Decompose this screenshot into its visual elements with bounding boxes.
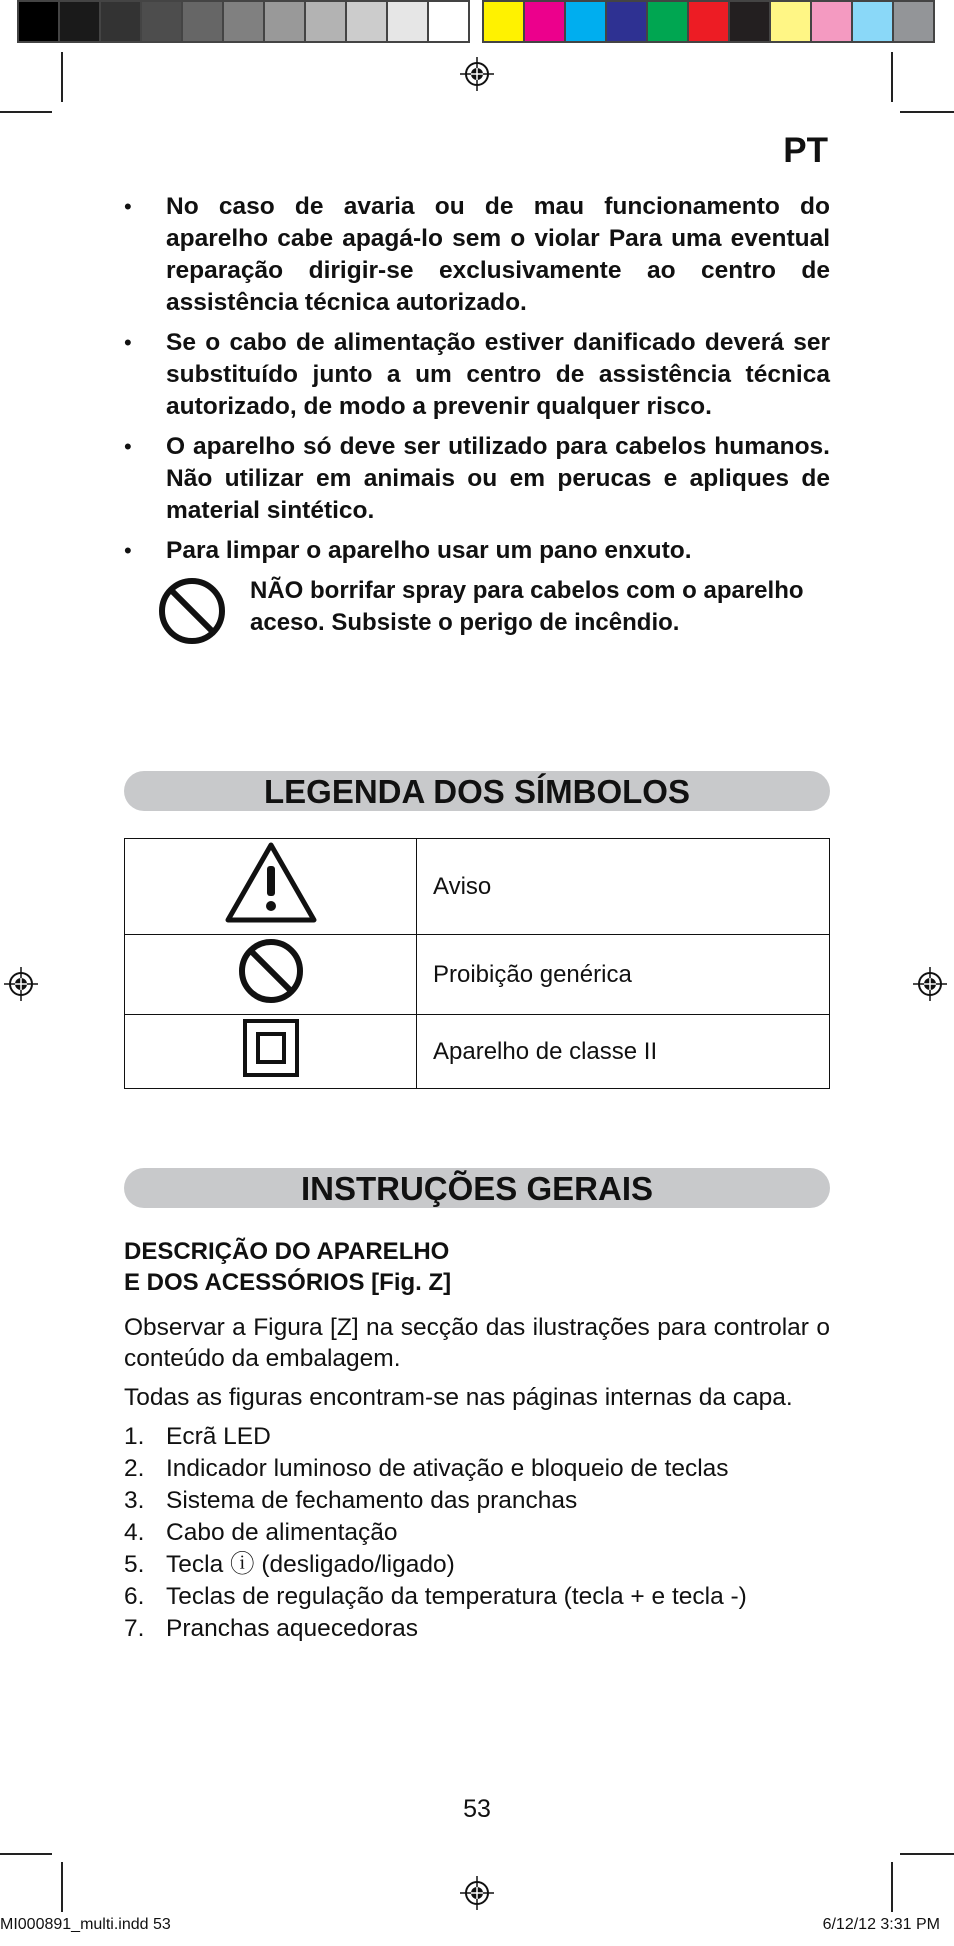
gray-swatch xyxy=(140,0,181,43)
crop-mark xyxy=(0,1853,52,1855)
registration-mark-icon xyxy=(913,967,947,1001)
color-swatch xyxy=(605,0,646,43)
bullet-item: • No caso de avaria ou de mau funcionamento do aparelho cabe apagá-lo sem o violar Para uma eventual reparação dirigir-se exclusivamente ao centro de assistência técnica autorizado. xyxy=(124,191,830,319)
item-text: Sistema de fechamento das pranchas xyxy=(166,1487,578,1514)
symbol-cell xyxy=(125,1015,417,1089)
gray-swatch xyxy=(263,0,304,43)
prohibition-icon xyxy=(156,575,228,647)
item-text-part: (desligado/ligado) xyxy=(254,1551,455,1578)
color-swatch xyxy=(810,0,851,43)
table-row xyxy=(125,1015,830,1089)
gray-swatch xyxy=(58,0,99,43)
crop-mark xyxy=(891,52,893,102)
page-number: 53 xyxy=(463,1795,491,1823)
item-text: Ecrã LED xyxy=(166,1423,271,1450)
gray-swatch xyxy=(99,0,140,43)
item-number: 5. xyxy=(124,1551,145,1578)
item-number: 7. xyxy=(124,1615,145,1642)
item-text: Teclas de regulação da temperatura (tecla + e tecla -) xyxy=(166,1583,747,1610)
item-text-part: Tecla xyxy=(166,1551,231,1578)
gray-swatch xyxy=(181,0,222,43)
bullet-list xyxy=(124,191,830,567)
color-swatch xyxy=(851,0,892,43)
registration-mark-icon xyxy=(4,967,38,1001)
parts-list xyxy=(124,1421,830,1645)
bullet-item: • O aparelho só deve ser utilizado para cabelos humanos. Não utilizar em animais ou em perucas e apliques de material sintético. xyxy=(124,431,830,527)
crop-mark xyxy=(900,1853,954,1855)
registration-mark-icon xyxy=(460,57,494,91)
item-text: Cabo de alimentação xyxy=(166,1519,398,1546)
color-swatch xyxy=(523,0,564,43)
list-item xyxy=(124,1581,830,1613)
prohibition-icon xyxy=(236,936,306,1006)
crop-mark xyxy=(891,1862,893,1912)
registration-mark-icon xyxy=(460,1876,494,1910)
subheading: E DOS ACESSÓRIOS [Fig. Z] xyxy=(124,1269,452,1296)
bullet-item: • Se o cabo de alimentação estiver danificado deverá ser substituído junto a um centro de assistência técnica autorizado, de modo a prevenir qualquer risco. xyxy=(124,327,830,423)
gray-swatch xyxy=(427,0,470,43)
gray-swatch xyxy=(222,0,263,43)
item-text: Indicador luminoso de ativação e bloqueio de teclas xyxy=(166,1455,729,1482)
subheading: DESCRIÇÃO DO APARELHO xyxy=(124,1238,450,1265)
section-title-general: INSTRUÇÕES GERAIS xyxy=(124,1168,830,1208)
safety-instructions xyxy=(124,191,830,647)
fire-warning-text: NÃO borrifar spray para cabelos com o aparelho aceso. Subsiste o perigo de incêndio. xyxy=(250,577,804,636)
symbol-label: Aviso xyxy=(417,839,830,935)
color-swatch xyxy=(892,0,935,43)
crop-mark xyxy=(61,1862,63,1912)
warning-triangle-icon xyxy=(223,840,319,926)
footer-date: 6/12/12 3:31 PM xyxy=(822,1916,940,1933)
crop-mark xyxy=(61,52,63,102)
class-ii-icon xyxy=(242,1018,300,1078)
paragraph: Todas as figuras encontram-se nas páginas internas da capa. xyxy=(124,1384,793,1411)
symbol-cell xyxy=(125,935,417,1015)
color-swatch xyxy=(728,0,769,43)
list-item xyxy=(124,1549,830,1581)
gray-swatch xyxy=(304,0,345,43)
list-item xyxy=(124,1421,830,1453)
gray-swatch xyxy=(345,0,386,43)
section-title-symbols: LEGENDA DOS SÍMBOLOS xyxy=(124,771,830,811)
color-swatch xyxy=(564,0,605,43)
symbol-label: Aparelho de classe II xyxy=(417,1015,830,1089)
symbol-label: Proibição genérica xyxy=(417,935,830,1015)
item-text xyxy=(166,1549,455,1581)
general-instructions xyxy=(124,1236,830,1645)
bullet-item: • Para limpar o aparelho usar um pano enxuto. xyxy=(124,535,830,567)
crop-mark xyxy=(900,111,954,113)
list-item xyxy=(124,1453,830,1485)
color-swatch-bar xyxy=(482,0,935,43)
color-swatch xyxy=(769,0,810,43)
item-number: 6. xyxy=(124,1583,145,1610)
footer-filename: MI000891_multi.indd 53 xyxy=(0,1916,171,1933)
language-tag: PT xyxy=(783,131,828,170)
item-number: 3. xyxy=(124,1487,145,1514)
gray-swatch xyxy=(17,0,58,43)
item-number: 1. xyxy=(124,1423,145,1450)
power-symbol-icon: ⓘ xyxy=(230,1551,255,1578)
crop-mark xyxy=(0,111,52,113)
fire-warning xyxy=(124,575,830,647)
table-row xyxy=(125,839,830,935)
symbols-table xyxy=(124,838,830,1089)
color-swatch xyxy=(646,0,687,43)
color-swatch xyxy=(482,0,523,43)
gray-swatch xyxy=(386,0,427,43)
color-swatch xyxy=(687,0,728,43)
table-row xyxy=(125,935,830,1015)
item-number: 4. xyxy=(124,1519,145,1546)
list-item xyxy=(124,1485,830,1517)
gray-swatch-bar xyxy=(17,0,470,43)
paragraph: Observar a Figura [Z] na secção das ilustrações para controlar o conteúdo da embalagem. xyxy=(124,1314,830,1372)
list-item xyxy=(124,1517,830,1549)
item-number: 2. xyxy=(124,1455,145,1482)
item-text: Pranchas aquecedoras xyxy=(166,1615,418,1642)
symbol-cell xyxy=(125,839,417,935)
list-item xyxy=(124,1613,830,1645)
